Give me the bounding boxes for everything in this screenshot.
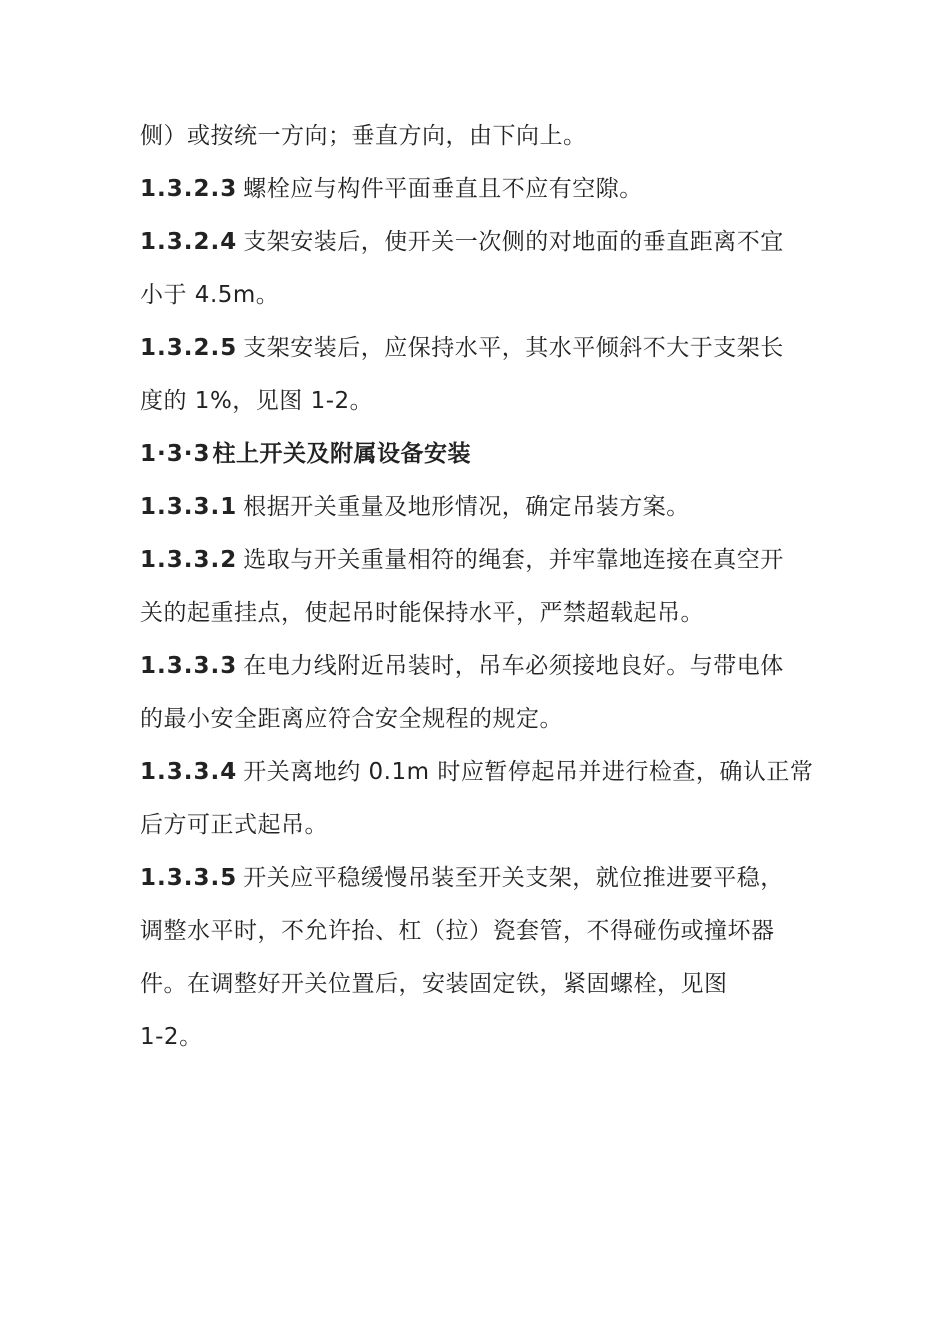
clause-text: 1-2。 bbox=[140, 1024, 203, 1050]
clause-text: 件。在调整好开关位置后，安装固定铁，紧固螺栓，见图 bbox=[140, 971, 728, 997]
section-number: 1·3·3 bbox=[140, 441, 211, 467]
clause-text: 小于 4.5m。 bbox=[140, 282, 280, 308]
clause-text: 调整水平时，不允许抬、杠（拉）瓷套管，不得碰伤或撞坏器 bbox=[140, 918, 775, 944]
text-line bbox=[140, 958, 820, 1011]
text-line bbox=[140, 905, 820, 958]
clause-text: 支架安装后，应保持水平，其水平倾斜不大于支架长 bbox=[243, 335, 784, 361]
clause-text: 开关离地约 0.1m 时应暂停起吊并进行检查，确认正常 bbox=[243, 759, 814, 785]
clause-number: 1.3.3.2 bbox=[140, 547, 238, 573]
text-line bbox=[140, 216, 820, 269]
clause-number: 1.3.3.5 bbox=[140, 865, 238, 891]
text-line bbox=[140, 693, 820, 746]
text-line bbox=[140, 375, 820, 428]
clause-text: 的最小安全距离应符合安全规程的规定。 bbox=[140, 706, 563, 732]
clause-text: 螺栓应与构件平面垂直且不应有空隙。 bbox=[243, 176, 643, 202]
text-line bbox=[140, 587, 820, 640]
text-line bbox=[140, 799, 820, 852]
clause-text: 根据开关重量及地形情况，确定吊装方案。 bbox=[243, 494, 690, 520]
clause-number: 1.3.3.3 bbox=[140, 653, 238, 679]
text-line bbox=[140, 481, 820, 534]
section-heading bbox=[140, 428, 820, 481]
clause-text: 度的 1%，见图 1-2。 bbox=[140, 388, 374, 414]
text-line bbox=[140, 269, 820, 322]
section-title: 柱上开关及附属设备安装 bbox=[212, 441, 471, 467]
text-line bbox=[140, 852, 820, 905]
clause-number: 1.3.3.1 bbox=[140, 494, 238, 520]
clause-number: 1.3.3.4 bbox=[140, 759, 238, 785]
clause-text: 支架安装后，使开关一次侧的对地面的垂直距离不宜 bbox=[243, 229, 784, 255]
clause-text: 后方可正式起吊。 bbox=[140, 812, 328, 838]
clause-text: 侧）或按统一方向；垂直方向，由下向上。 bbox=[140, 123, 587, 149]
clause-text: 在电力线附近吊装时，吊车必须接地良好。与带电体 bbox=[243, 653, 784, 679]
clause-text: 开关应平稳缓慢吊装至开关支架，就位推进要平稳， bbox=[243, 865, 784, 891]
clause-text: 关的起重挂点，使起吊时能保持水平，严禁超载起吊。 bbox=[140, 600, 704, 626]
document-body bbox=[140, 110, 820, 1064]
text-line bbox=[140, 322, 820, 375]
text-line bbox=[140, 640, 820, 693]
text-line bbox=[140, 110, 820, 163]
clause-number: 1.3.2.3 bbox=[140, 176, 238, 202]
clause-number: 1.3.2.5 bbox=[140, 335, 238, 361]
text-line bbox=[140, 746, 820, 799]
clause-number: 1.3.2.4 bbox=[140, 229, 238, 255]
text-line bbox=[140, 163, 820, 216]
text-line bbox=[140, 1011, 820, 1064]
clause-text: 选取与开关重量相符的绳套，并牢靠地连接在真空开 bbox=[243, 547, 784, 573]
text-line bbox=[140, 534, 820, 587]
